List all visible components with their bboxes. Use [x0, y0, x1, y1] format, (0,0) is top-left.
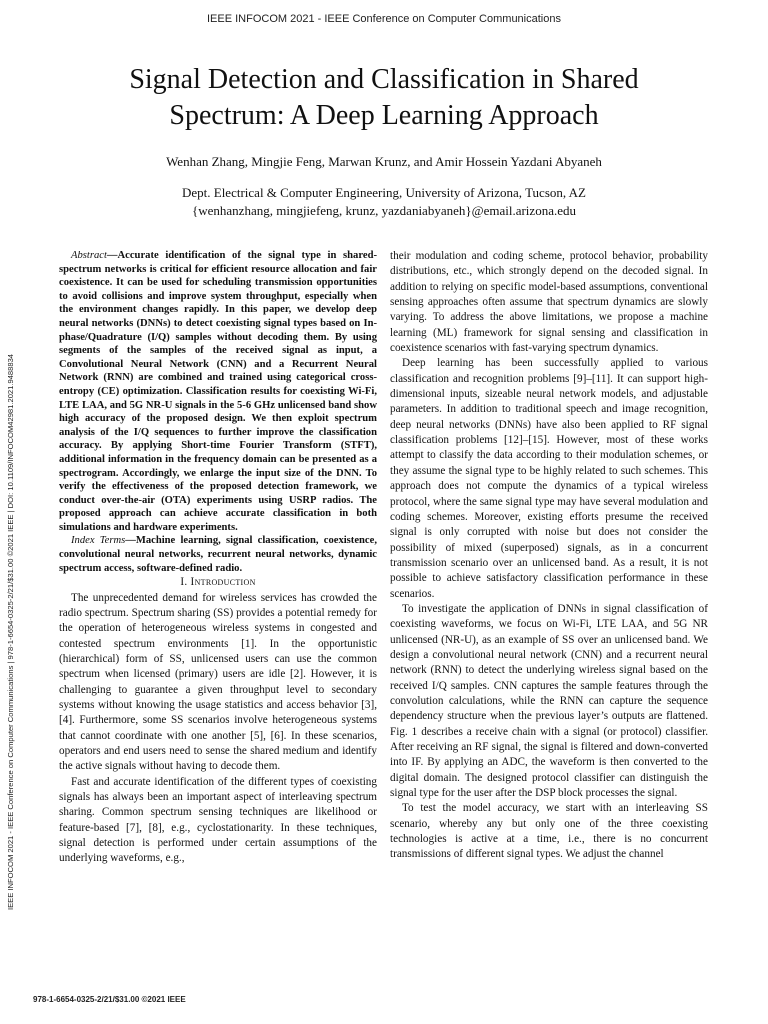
body-paragraph: Fast and accurate identification of the different types of coexisting signals has always been an important aspect of interleaving spectrum sharing. Common spectrum sensing techniques are likelihood or feature-based [7], [8], e.g., cyclostationarity. In these techniques, signal detection is performed under certain assumptions of the underlying waveforms, e.g.,	[59, 775, 377, 865]
left-column	[59, 249, 377, 867]
body-paragraph: The unprecedented demand for wireless services has crowded the radio spectrum. Spectrum sharing (SS) provides a potential remedy for the operation of heterogeneous wireless systems in congested and contested spectrum environments [1]. In the opportunistic (hierarchical) form of SS, unlicensed users can use the common spectrum when licensed (primary) users are idle [2]. However, it is challenging to guarantee a given throughput level to secondary systems without knowing the usage statistics and access behavior [3], [4]. Furthermore, some SS scenarios involve heterogeneous systems that cannot coordinate with one another [5], [6]. In these scenarios, operators and end users need to sense the shared medium and identify the active signals without having to decode them.	[59, 591, 377, 773]
abstract-label: Abstract	[71, 250, 107, 261]
section-heading-introduction: I. Introduction	[180, 576, 256, 589]
affiliation-block	[0, 184, 768, 220]
body-paragraph: To investigate the application of DNNs in signal classification of coexisting waveforms, we focus on Wi-Fi, LTE LAA, and 5G NR unlicensed (NR-U), as an example of SS over an unlicensed band. We design a convolutional neural network (CNN) and a recurrent neural network (RNN) to detect the underlying wireless signal based on the received I/Q samples. CNN captures the sample features through the convolution calculations, while the RNN can capture the sequence dependency structure when the previous layer’s outputs are flattened. Fig. 1 describes a receive chain with a signal (or protocol) classifier. After receiving an RF signal, the signal is filtered and down-converted into IF. By applying an ADC, the waveform is then converted to the digital domain. The designed protocol classifier can distinguish the signal type for the user after the DSP block processes the signal.	[390, 602, 708, 800]
abstract	[59, 249, 377, 534]
email-list: {wenhanzhang, mingjiefeng, krunz, yazdaniabyaneh}@email.arizona.edu	[192, 203, 576, 218]
index-terms-text: —Machine learning, signal classification, coexistence, convolutional neural networks, recurrent neural networks, dynamic spectrum access, software-defined radio.	[59, 535, 377, 574]
body-paragraph: their modulation and coding scheme, protocol behavior, probability distributions, etc., which strongly depend on the decoded signal. In addition to relying on specific model-based assumptions, conventional sensing approaches often assume that spectrum dynamics are slowly varying. To address the above limitations, we propose a machine learning (ML) framework for signal sensing and classification in coexistence scenarios with fast-varying spectrum dynamics.	[390, 250, 708, 355]
index-terms	[59, 534, 377, 575]
body-paragraph: Deep learning has been successfully applied to various classification and recognition problems [9]–[11]. It can support high-dimensional inputs, sizeable neural network models, and adjustable parameters. In addition to traditional speech and image recognition, deep neural networks (DNNs) have also been applied to RF signal classification problems [12]–[15]. However, most of these works attempt to classify the data according to their modulation schemes, or they assume the signal type to be highly related to such schemes. This approach does not compute the dynamics of a typical wireless protocol, where the same signal type may have several modulation and coding schemes. Moreover, existing efforts presume the received signal is only corrupted with noise but does not consider the possibility of mixed (superposed) signals, as in a concurrent transmission scenario over an unlicensed band. As a result, it is not possible to achieve satisfactory classification performance in these scenarios.	[390, 357, 708, 600]
author-list: Wenhan Zhang, Mingjie Feng, Marwan Krunz, and Amir Hossein Yazdani Abyaneh	[166, 154, 602, 169]
title-line-1: Signal Detection and Classification in Shared	[129, 64, 639, 95]
paper-title	[0, 62, 768, 134]
index-terms-label: Index Terms	[71, 535, 126, 547]
title-line-2: Spectrum: A Deep Learning Approach	[169, 100, 599, 131]
conference-header: IEEE INFOCOM 2021 - IEEE Conference on Computer Communications	[207, 13, 561, 25]
affiliation: Dept. Electrical & Computer Engineering, University of Arizona, Tucson, AZ	[181, 185, 586, 200]
side-identifier-text: IEEE INFOCOM 2021 - IEEE Conference on Computer Communications | 978-1-6654-0325-2/21/$31.00 ©2021 IEEE | DOI: 10.1109/INFOCOM42981.2021.9488834	[6, 353, 15, 910]
abstract-text: —Accurate identification of the signal type in shared-spectrum networks is critical for efficient resource allocation and fair coexistence. It can be used for scheduling transmission opportunities to avoid collisions and improve system throughput, especially when the environment changes rapidly. In this paper, we develop deep neural networks (DNNs) to detect coexisting signal types based on In-phase/Quadrature (I/Q) samples without decoding them. By using segments of the samples of the received signal as input, a Convolutional Neural Network (CNN) and a Recurrent Neural Network (RNN) are combined and trained using categorical cross-entropy (CE) optimization. Classification results for coexisting Wi-Fi, LTE LAA, and 5G NR-U signals in the 5-6 GHz unlicensed band show high accuracy of the proposed design. We then exploit spectrum analysis of the I/Q sequences to further improve the classification accuracy. By applying Short-time Fourier Transform (STFT), additional information in the frequency domain can be presented as a spectrogram. Accordingly, we enlarge the input size of the DNN. To verify the effectiveness of the proposed detection framework, we conduct over-the-air (OTA) experiments using USRP radios. The proposed approach can achieve accurate classification in both simulations and hardware experiments.	[59, 250, 377, 533]
right-column	[390, 249, 708, 863]
copyright-footer: 978-1-6654-0325-2/21/$31.00 ©2021 IEEE	[33, 995, 186, 1004]
body-paragraph: To test the model accuracy, we start with an interleaving SS scenario, whereby any but only one of the three coexisting technologies is active at a time, i.e., there is no concurrent transmissions of different signal types. We adjust the channel	[390, 802, 708, 861]
